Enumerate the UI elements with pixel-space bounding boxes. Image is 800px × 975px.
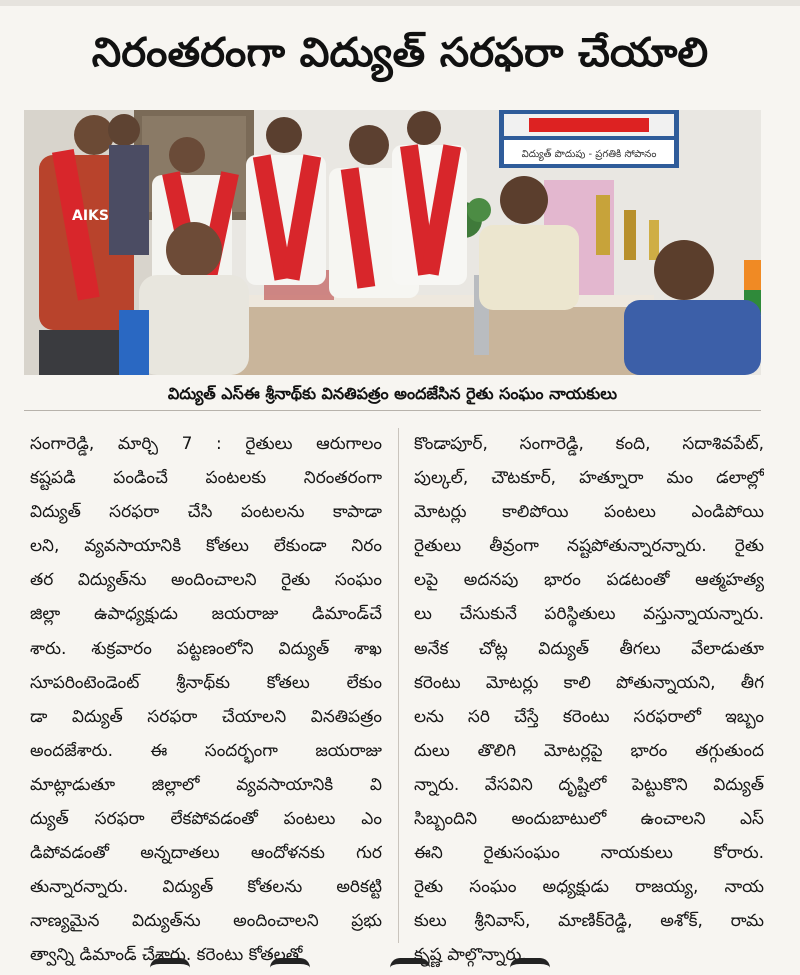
article-line: రైతులు తీవ్రంగా నష్టపోతున్నారన్నారు. రైతు xyxy=(414,536,764,557)
article-line: లను సరి చేస్తే కరెంటు సరఫరాలో ఇబ్బం xyxy=(414,706,764,727)
article-line: అనేక చోట్ల విద్యుత్ తీగలు వేలాడుతూ xyxy=(414,638,764,659)
article-line: సంగారెడ్డి, మార్చి 7 : రైతులు ఆరుగాలం xyxy=(30,434,382,454)
article-line: డా విద్యుత్ సరఫరా చేయాలని వినతిపత్రం xyxy=(30,706,382,727)
article-line: సూపరింటెండెంట్ శ్రీనాథ్‌కు కోతలు లేకుం xyxy=(30,672,382,693)
article-line: కొండాపూర్, సంగారెడ్డి, కంది, సదాశివపేట్, xyxy=(414,434,764,454)
article-line: కష్టపడి పండించే పంటలకు నిరంతరంగా xyxy=(30,468,382,489)
sash-text: AIKS xyxy=(72,208,109,224)
article-line: పుల్కల్, చౌటకూర్, హత్నూరా మం డలాల్లో xyxy=(414,468,764,489)
article-line: లపై అదనపు భారం పడటంతో ఆత్మహత్య xyxy=(414,570,764,591)
article-line: రైతు సంఘం అధ్యక్షుడు రాజయ్య, నాయ xyxy=(414,877,764,898)
column-divider xyxy=(398,428,399,943)
article-line: సిబ్బందిని అందుబాటులో ఉంచాలని ఎస్ xyxy=(414,809,764,830)
article-column-left xyxy=(30,427,382,973)
article-line: దులు తొలిగి మోటర్లపై భారం తగ్గుతుంద xyxy=(414,740,764,761)
article-line: ద్యుత్ సరఫరా లేకపోవడంతో పంటలు ఎం xyxy=(30,809,382,830)
banner-text: విద్యుత్ పొదుపు - ప్రగతికి సోపానం xyxy=(521,149,657,160)
article-column-right xyxy=(414,427,764,973)
article-line: న్నారు. వేసవిని దృష్టిలో పెట్టుకొని విద్యుత్ xyxy=(414,774,764,795)
article-line: మోటర్లు కాలిపోయి పంటలు ఎండిపోయి xyxy=(414,502,764,523)
article-line: కరెంటు మోటర్లు కాలి పోతున్నాయని, తీగ xyxy=(414,672,764,693)
article-line: లు చేసుకునే పరిస్థితులు వస్తున్నాయన్నారు. xyxy=(414,604,764,625)
article-line: జిల్లా ఉపాధ్యక్షుడు జయరాజు డిమాండ్‌చే xyxy=(30,604,382,625)
article-line: లని, వ్యవసాయానికి కోతలు లేకుండా నిరం xyxy=(30,536,382,557)
article-line: అందజేశారు. ఈ సందర్భంగా జయరాజు xyxy=(30,740,382,761)
article-line: ఈని రైతుసంఘం నాయకులు కోరారు. xyxy=(414,843,764,864)
article-line: కులు శ్రీనివాస్, మాణిక్‌రెడ్డి, అశోక్, రామ xyxy=(414,911,764,932)
article-line: తున్నారన్నారు. విద్యుత్ కోతలను అరికట్టి xyxy=(30,877,382,898)
article-line: డిపోవడంతో అన్నదాతలు ఆందోళనకు గుర xyxy=(30,843,382,864)
article-line: నాణ్యమైన విద్యుత్‌ను అందించాలని ప్రభు xyxy=(30,911,382,932)
article-line: త్వాన్ని డిమాండ్ చేశారు. కరెంటు కోతలతో xyxy=(30,945,303,966)
article-line: శారు. శుక్రవారం పట్టణంలోని విద్యుత్ శాఖ xyxy=(30,638,382,659)
next-headline-fragment xyxy=(150,958,650,975)
photo-caption: విద్యుత్ ఎస్ఈ శ్రీనాథ్‌కు వినతిపత్రం అందజేసిన రైతు సంఘం నాయకులు xyxy=(24,380,761,411)
article-line: తర విద్యుత్‌ను అందించాలని రైతు సంఘం xyxy=(30,570,382,591)
news-photo xyxy=(24,110,761,375)
top-edge xyxy=(0,0,800,6)
article-line: కృష్ణ పాల్గొన్నారు. xyxy=(414,945,527,966)
headline: నిరంతరంగా విద్యుత్ సరఫరా చేయాలి xyxy=(91,30,709,76)
article-line: మాట్లాడుతూ జిల్లాలో వ్యవసాయానికి వి xyxy=(30,774,382,795)
article-line: విద్యుత్ సరఫరా చేసి పంటలను కాపాడా xyxy=(30,502,382,523)
